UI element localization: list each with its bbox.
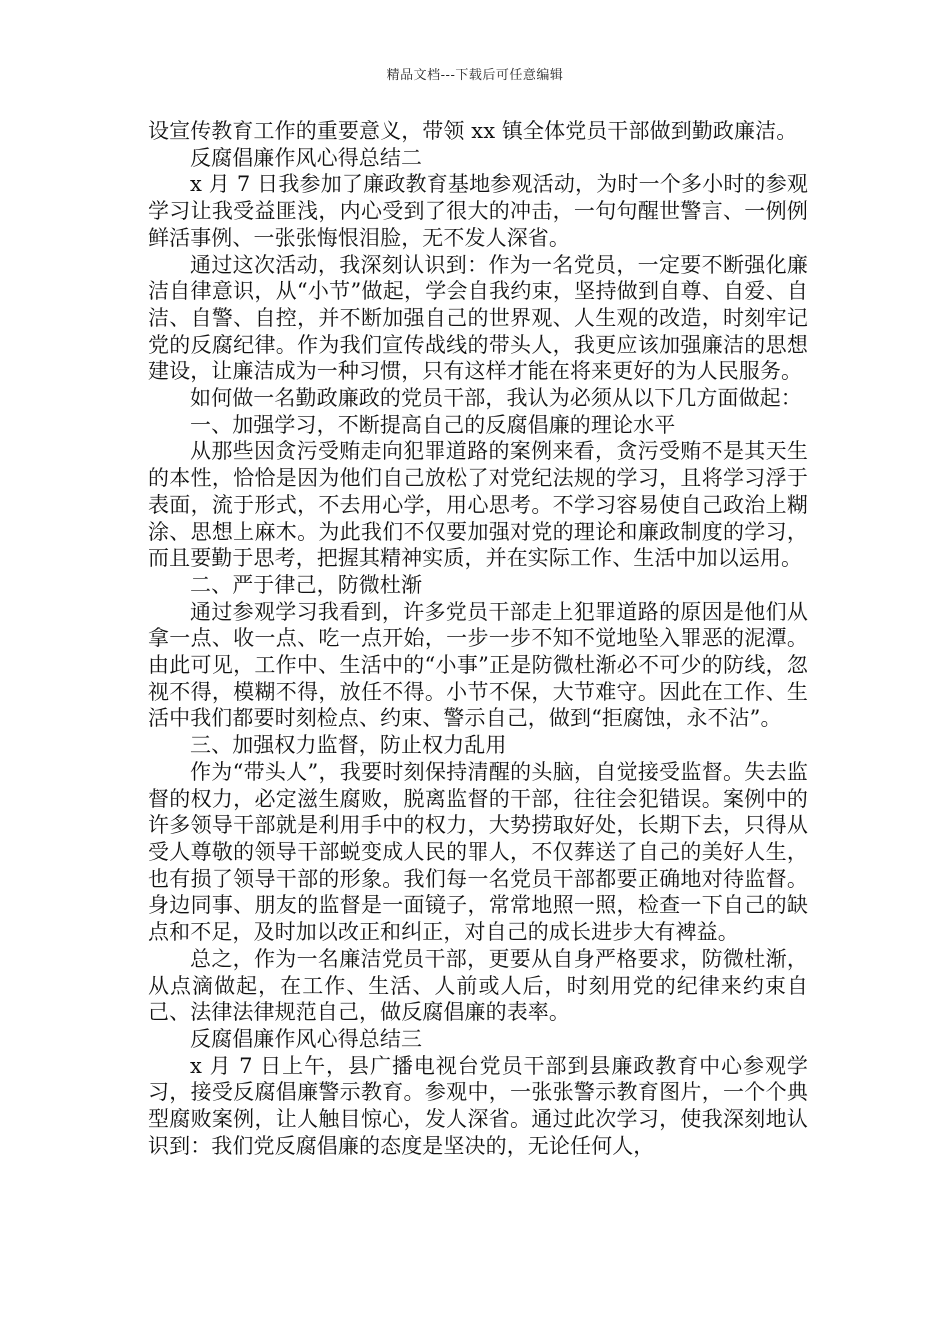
paragraph: 总之，作为一名廉洁党员干部，更要从自身严格要求，防微杜渐，从点滴做起，在工作、生活、人前或人后，时刻用党的纪律来约束自己、法律法律规范自己，做反腐倡廉的表率。 bbox=[148, 946, 808, 1025]
subsection-heading: 一、加强学习，不断提高自己的反腐倡廉的理论水平 bbox=[190, 412, 676, 437]
paragraph: x 月 7 日上午，县广播电视台党员干部到县廉政教育中心参观学习，接受反腐倡廉警示教育。参观中，一张张警示教育图片，一个个典型腐败案例，让人触目惊心，发人深省。通过此次学习，使我深刻地认识到：我们党反腐倡廉的态度是坚决的，无论任何人， bbox=[148, 1053, 808, 1158]
page-header: 精品文档---下载后可任意编辑 bbox=[386, 68, 564, 83]
paragraph: 设宣传教育工作的重要意义，带领 xx 镇全体党员干部做到勤政廉洁。 bbox=[148, 119, 798, 143]
subsection-heading: 二、严于律己，防微杜渐 bbox=[190, 572, 423, 597]
section-heading: 反腐倡廉作风心得总结二 bbox=[190, 145, 423, 170]
paragraph: x 月 7 日我参加了廉政教育基地参观活动，为时一个多小时的参观学习让我受益匪浅，内心受到了很大的冲击，一句句醒世警言、一例例鲜活事例、一张张悔恨泪脸，无不发人深省。 bbox=[148, 172, 808, 250]
section-heading: 反腐倡廉作风心得总结三 bbox=[190, 1026, 423, 1051]
paragraph: 如何做一名勤政廉政的党员干部，我认为必须从以下几方面做起： bbox=[190, 386, 802, 411]
subsection-heading: 三、加强权力监督，防止权力乱用 bbox=[190, 733, 507, 758]
paragraph: 从那些因贪污受贿走向犯罪道路的案例来看，贪污受贿不是其天生的本性，恰恰是因为他们自己放松了对党纪法规的学习，且将学习浮于表面，流于形式，不去用心学，用心思考。不学习容易使自己政治上糊涂、思想上麻木。为此我们不仅要加强对党的理论和廉政制度的学习，而且要勤于思考，把握其精神实质，并在实际工作、生活中加以运用。 bbox=[148, 439, 808, 571]
paragraph: 作为“带头人”，我要时刻保持清醒的头脑，自觉接受监督。失去监督的权力，必定滋生腐败，脱离监督的干部，往往会犯错误。案例中的许多领导干部就是利用手中的权力，大势捞取好处，长期下去，只得从受人尊敬的领导干部蜕变成人民的罪人，不仅葬送了自己的美好人生，也有损了领导干部的形象。我们每一名党员干部都要正确地对待监督。身边同事、朋友的监督是一面镜子，常常地照一照，检查一下自己的缺点和不足，及时加以改正和纠正，对自己的成长进步大有裨益。 bbox=[148, 759, 808, 945]
paragraph: 通过这次活动，我深刻认识到：作为一名党员，一定要不断强化廉洁自律意识，从“小节”做起，学会自我约束，坚持做到自尊、自爱、自洁、自警、自控，并不断加强自己的世界观、人生观的改造，时刻牢记党的反腐纪律。作为我们宣传战线的带头人，我更应该加强廉洁的思想建设，让廉洁成为一种习惯，只有这样才能在将来更好的为人民服务。 bbox=[148, 252, 808, 384]
document-body bbox=[148, 118, 808, 1159]
paragraph: 通过参观学习我看到，许多党员干部走上犯罪道路的原因是他们从拿一点、收一点、吃一点开始，一步一步不知不觉地坠入罪恶的泥潭。由此可见，工作中、生活中的“小事”正是防微杜渐必不可少的防线，忽视不得，模糊不得，放任不得。小节不保，大节难守。因此在工作、生活中我们都要时刻检点、约束、警示自己，做到“拒腐蚀，永不沾”。 bbox=[148, 599, 808, 731]
